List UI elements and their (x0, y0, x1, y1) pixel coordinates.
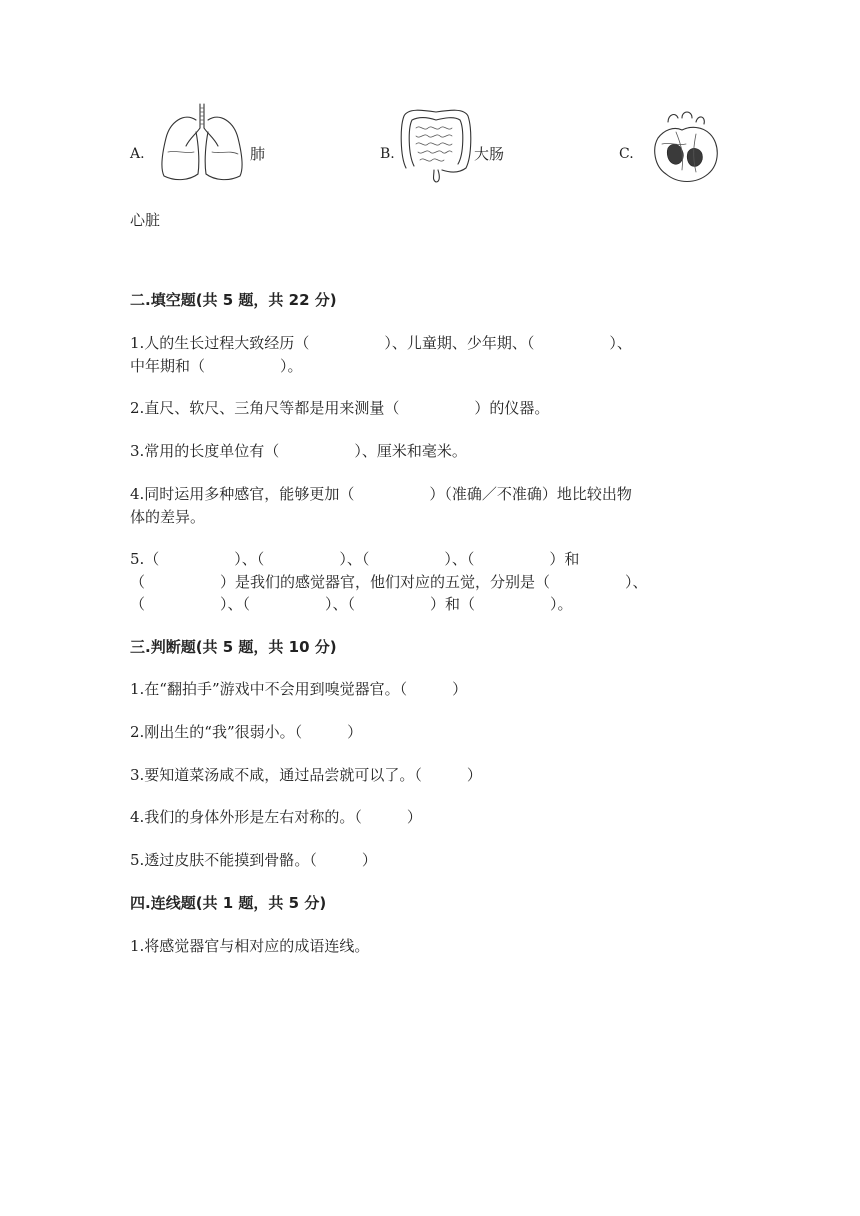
large-intestine-icon (398, 106, 474, 184)
question-3-2: 2.刚出生的“我”很弱小。（ ） (130, 723, 363, 741)
question-3-1: 1.在“翻拍手”游戏中不会用到嗅觉器官。（ ） (130, 680, 468, 698)
option-b-label: 大肠 (474, 145, 505, 163)
option-b-letter: B. (380, 146, 395, 162)
question-2-4-line-2: 体的差异。 (130, 508, 206, 526)
section-2-title: 二.填空题(共 5 题，共 22 分) (130, 291, 337, 309)
question-3-5: 5.透过皮肤不能摸到骨骼。（ ） (130, 851, 377, 869)
option-c-letter: C. (619, 146, 634, 162)
question-2-2: 2.直尺、软尺、三角尺等都是用来测量（ ）的仪器。 (130, 399, 550, 417)
question-2-5-line-3: （ ）、（ ）、（ ）和（ ）。 (130, 595, 573, 613)
question-2-1-line-1: 1.人的生长过程大致经历（ ）、儿童期、少年期、（ ）、 (130, 334, 632, 352)
question-2-1-line-2: 中年期和（ ）。 (130, 357, 303, 375)
question-2-5-line-1: 5.（ ）、（ ）、（ ）、（ ）和 (130, 550, 580, 568)
question-3-4: 4.我们的身体外形是左右对称的。（ ） (130, 808, 422, 826)
option-a-letter: A. (130, 146, 145, 162)
question-2-3: 3.常用的长度单位有（ ）、厘米和毫米。 (130, 442, 467, 460)
heart-icon (646, 108, 722, 186)
lungs-icon (156, 102, 248, 184)
question-2-4-line-1: 4.同时运用多种感官，能够更加（ ）（准确／不准确）地比较出物 (130, 485, 632, 503)
section-3-title: 三.判断题(共 5 题，共 10 分) (130, 638, 337, 656)
section-4-title: 四.连线题(共 1 题，共 5 分) (130, 894, 327, 912)
question-2-5-line-2: （ ）是我们的感觉器官，他们对应的五觉，分别是（ ）、 (130, 573, 648, 591)
option-a-label: 肺 (250, 145, 266, 163)
question-3-3: 3.要知道菜汤咸不咸，通过品尝就可以了。（ ） (130, 766, 482, 784)
question-4-1: 1.将感觉器官与相对应的成语连线。 (130, 937, 370, 955)
option-c-label: 心脏 (130, 211, 161, 229)
